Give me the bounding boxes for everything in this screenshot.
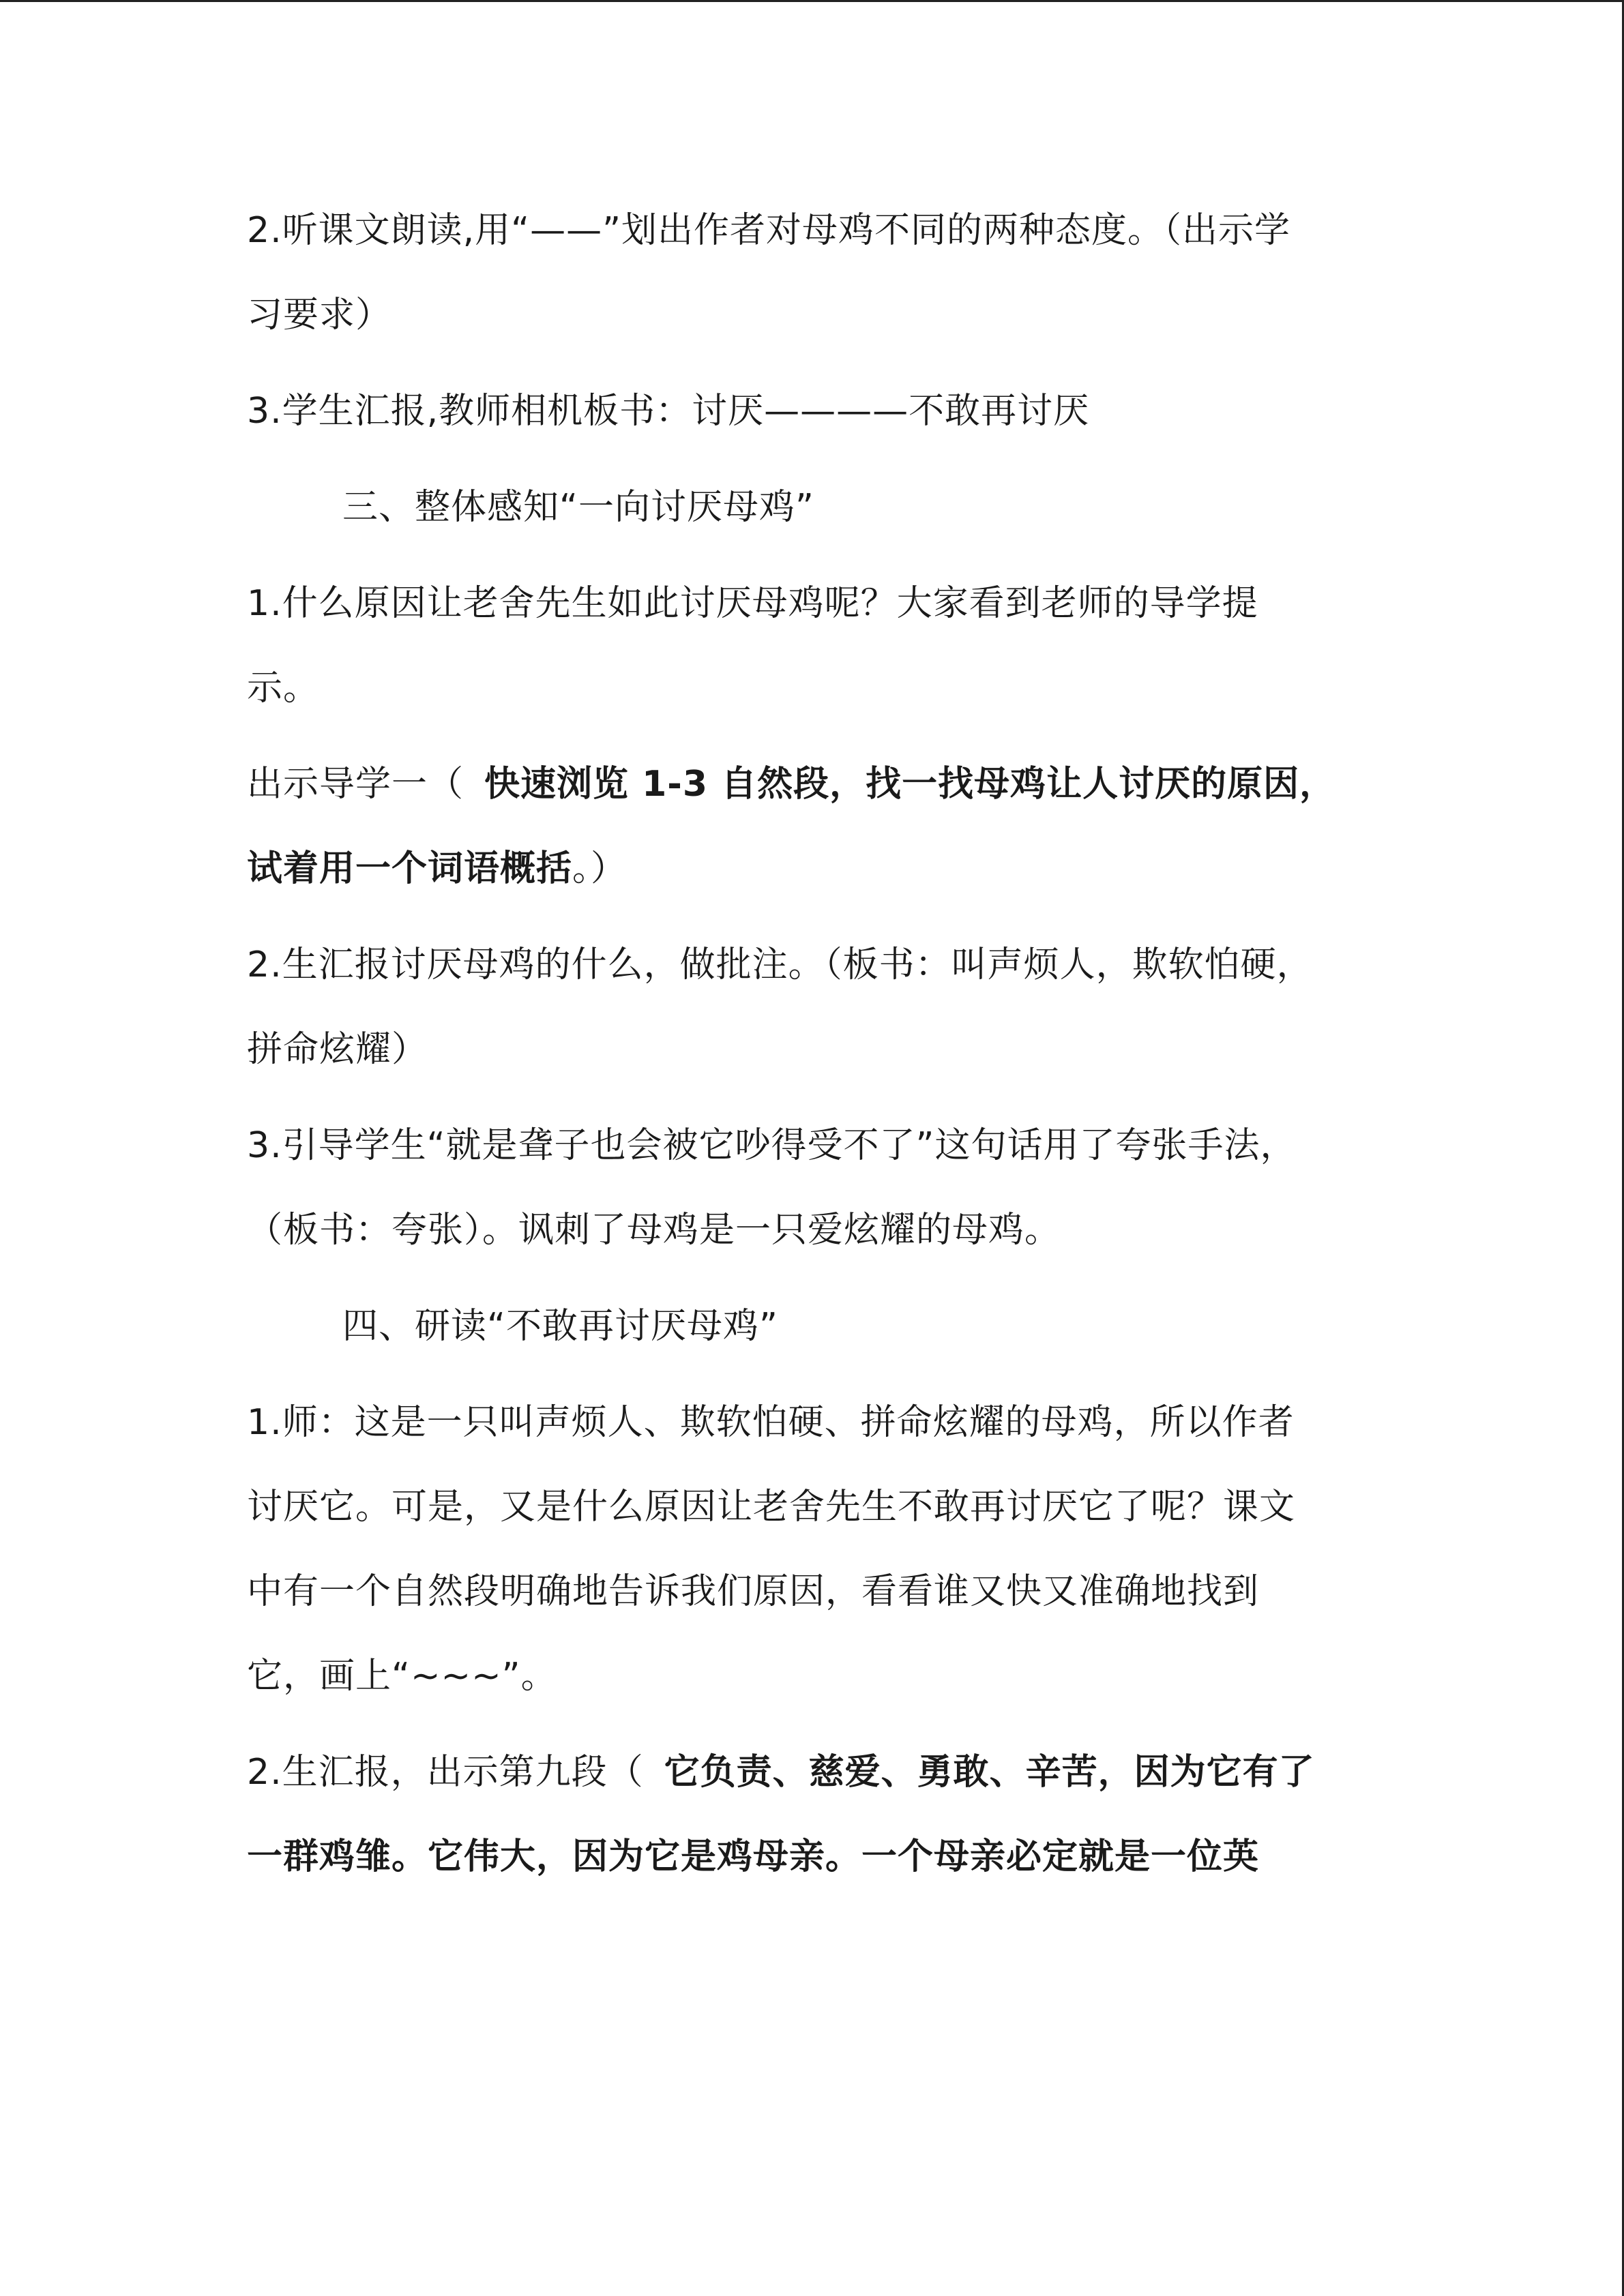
quote-prefix: 2.生汇报，出示第九段（ [247, 1752, 644, 1793]
section-heading: 四、研读“不敢再讨厌母鸡” [342, 1306, 778, 1347]
paragraph-line: 习要求） [247, 295, 392, 336]
paragraph-line: （板书：夸张）。讽刺了母鸡是一只爱炫耀的母鸡。 [247, 1210, 1061, 1251]
paragraph-line: 2.听课文朗读,用“——”划出作者对母鸡不同的两种态度。（出示学 [247, 210, 1291, 251]
paragraph-line: 示。 [247, 668, 320, 709]
paragraph-line: 讨厌它。可是，又是什么原因让老舍先生不敢再讨厌它了呢？课文 [247, 1487, 1296, 1527]
guide-prompt-line [247, 845, 1393, 893]
guide-prompt-suffix: 。） [572, 848, 628, 889]
guide-prompt-prefix: 出示导学一（ [247, 764, 464, 805]
guide-prompt-bold: 试着用一个词语概括 [247, 848, 573, 889]
paragraph-line: 2.生汇报讨厌母鸡的什么，做批注。（板书：叫声烦人，欺软怕硬， [247, 944, 1313, 985]
quote-line [247, 1748, 1393, 1796]
paragraph-line: 拼命炫耀） [247, 1029, 428, 1070]
quote-bold: 一群鸡雏。它伟大，因为它是鸡母亲。一个母亲必定就是一位英 [247, 1836, 1260, 1877]
paragraph-line: 3.学生汇报,教师相机板书：讨厌————不敢再讨厌 [247, 391, 1090, 432]
paragraph-line: 3.引导学生“就是聋子也会被它吵得受不了”这句话用了夸张手法， [247, 1125, 1297, 1166]
paragraph-line: 它，画上“~~~”。 [247, 1656, 557, 1697]
quote-line [247, 1833, 1393, 1881]
guide-prompt-line [247, 760, 1393, 808]
paragraph-line: 1.什么原因让老舍先生如此讨厌母鸡呢？大家看到老师的导学提 [247, 583, 1258, 624]
section-heading: 三、整体感知“一向讨厌母鸡” [342, 487, 814, 528]
guide-prompt-bold: 快速浏览 1-3 自然段，找一找母鸡让人讨厌的原因， [484, 764, 1336, 805]
paragraph-line: 1.师：这是一只叫声烦人、欺软怕硬、拼命炫耀的母鸡，所以作者 [247, 1402, 1295, 1443]
paragraph-line: 中有一个自然段明确地告诉我们原因，看看谁又快又准确地找到 [247, 1571, 1260, 1612]
quote-bold: 它负责、慈爱、勇敢、辛苦，因为它有了 [664, 1752, 1315, 1793]
document-body [247, 207, 1393, 1881]
